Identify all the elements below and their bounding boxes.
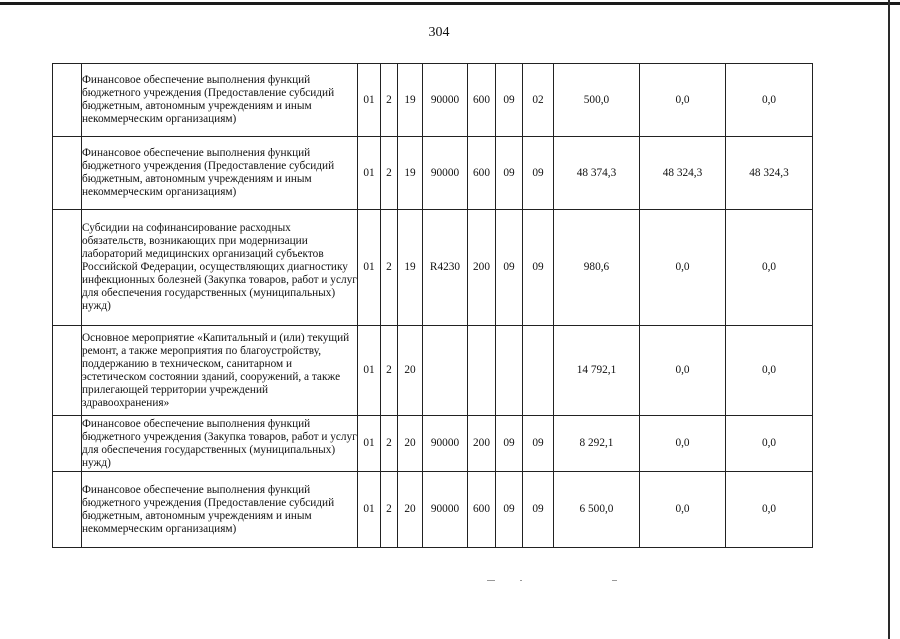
code-cell-5: 200	[468, 210, 496, 326]
row-number-cell	[53, 472, 82, 548]
code-cell-7: 09	[523, 137, 554, 210]
code-cell-2: 2	[381, 326, 398, 416]
amount-cell-1: 8 292,1	[554, 416, 640, 472]
code-cell-6: 09	[496, 472, 523, 548]
row-number-cell	[53, 210, 82, 326]
table-row	[53, 64, 813, 137]
scan-speck	[487, 580, 495, 581]
amount-cell-3: 0,0	[726, 472, 813, 548]
amount-cell-2: 0,0	[640, 416, 726, 472]
description-cell: Основное мероприятие «Капитальный и (или) текущий ремонт, а также мероприятия по благоустройству, поддержанию в техническом, санитарном и эстетическом состоянии зданий, сооружений, а также прилегающей территории учреждений здравоохранения»	[82, 326, 358, 416]
code-cell-2: 2	[381, 64, 398, 137]
amount-cell-2: 0,0	[640, 210, 726, 326]
amount-cell-3: 0,0	[726, 64, 813, 137]
code-cell-4: 90000	[423, 472, 468, 548]
amount-cell-1: 6 500,0	[554, 472, 640, 548]
budget-table-body	[53, 64, 813, 548]
amount-cell-2: 48 324,3	[640, 137, 726, 210]
code-cell-1: 01	[358, 210, 381, 326]
table-row	[53, 210, 813, 326]
description-cell: Финансовое обеспечение выполнения функций бюджетного учреждения (Предоставление субсидий бюджетным, автономным учреждениям и иным некоммерческим организациям)	[82, 64, 358, 137]
amount-cell-3: 0,0	[726, 416, 813, 472]
amount-cell-1: 48 374,3	[554, 137, 640, 210]
code-cell-4: R4230	[423, 210, 468, 326]
code-cell-5: 600	[468, 64, 496, 137]
code-cell-2: 2	[381, 137, 398, 210]
code-cell-1: 01	[358, 416, 381, 472]
top-border-line	[0, 2, 900, 5]
code-cell-5: 600	[468, 137, 496, 210]
code-cell-1: 01	[358, 64, 381, 137]
amount-cell-2: 0,0	[640, 326, 726, 416]
code-cell-5: 600	[468, 472, 496, 548]
code-cell-7: 09	[523, 210, 554, 326]
code-cell-3: 20	[398, 416, 423, 472]
amount-cell-3: 48 324,3	[726, 137, 813, 210]
code-cell-5: 200	[468, 416, 496, 472]
code-cell-1: 01	[358, 472, 381, 548]
code-cell-7: 09	[523, 416, 554, 472]
table-row	[53, 137, 813, 210]
code-cell-3: 19	[398, 137, 423, 210]
amount-cell-1: 980,6	[554, 210, 640, 326]
amount-cell-3: 0,0	[726, 326, 813, 416]
code-cell-4	[423, 326, 468, 416]
right-border-line	[888, 0, 890, 639]
code-cell-3: 20	[398, 472, 423, 548]
description-cell: Финансовое обеспечение выполнения функций бюджетного учреждения (Предоставление субсидий бюджетным, автономным учреждениям и иным некоммерческим организациям)	[82, 137, 358, 210]
code-cell-5	[468, 326, 496, 416]
amount-cell-1: 500,0	[554, 64, 640, 137]
code-cell-7: 02	[523, 64, 554, 137]
code-cell-6	[496, 326, 523, 416]
page-number: 304	[428, 25, 450, 40]
budget-table	[52, 63, 813, 548]
code-cell-3: 20	[398, 326, 423, 416]
amount-cell-3: 0,0	[726, 210, 813, 326]
code-cell-7	[523, 326, 554, 416]
table-row	[53, 326, 813, 416]
code-cell-6: 09	[496, 137, 523, 210]
code-cell-1: 01	[358, 137, 381, 210]
code-cell-6: 09	[496, 416, 523, 472]
code-cell-4: 90000	[423, 64, 468, 137]
code-cell-2: 2	[381, 416, 398, 472]
code-cell-1: 01	[358, 326, 381, 416]
amount-cell-2: 0,0	[640, 64, 726, 137]
code-cell-6: 09	[496, 210, 523, 326]
amount-cell-1: 14 792,1	[554, 326, 640, 416]
code-cell-4: 90000	[423, 416, 468, 472]
description-cell: Финансовое обеспечение выполнения функций бюджетного учреждения (Закупка товаров, работ и услуг для обеспечения государственных (муниципальных) нужд)	[82, 416, 358, 472]
code-cell-6: 09	[496, 64, 523, 137]
description-cell: Финансовое обеспечение выполнения функций бюджетного учреждения (Предоставление субсидий бюджетным, автономным учреждениям и иным некоммерческим организациям)	[82, 472, 358, 548]
row-number-cell	[53, 64, 82, 137]
scan-speck	[612, 580, 617, 581]
code-cell-2: 2	[381, 472, 398, 548]
scan-speck	[520, 580, 522, 581]
code-cell-3: 19	[398, 64, 423, 137]
row-number-cell	[53, 326, 82, 416]
description-cell: Субсидии на софинансирование расходных обязательств, возникающих при модернизации лабораторий медицинских организаций субъектов Российской Федерации, осуществляющих диагностику инфекционных болезней (Закупка товаров, работ и услуг для обеспечения государственных (муниципальных) нужд)	[82, 210, 358, 326]
amount-cell-2: 0,0	[640, 472, 726, 548]
code-cell-4: 90000	[423, 137, 468, 210]
code-cell-7: 09	[523, 472, 554, 548]
row-number-cell	[53, 416, 82, 472]
code-cell-3: 19	[398, 210, 423, 326]
code-cell-2: 2	[381, 210, 398, 326]
table-row	[53, 472, 813, 548]
table-row	[53, 416, 813, 472]
row-number-cell	[53, 137, 82, 210]
